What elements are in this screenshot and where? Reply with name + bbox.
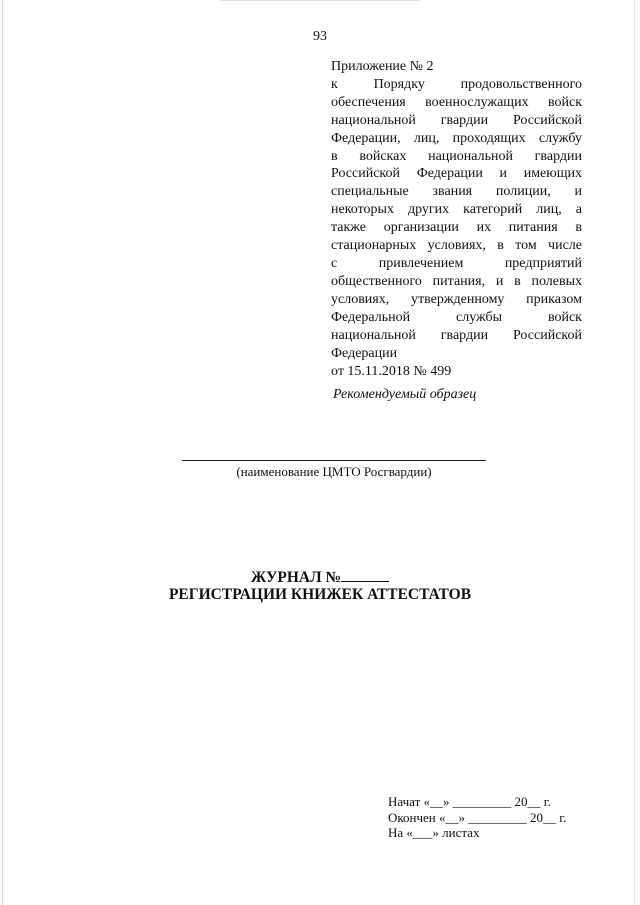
journal-title-text: ЖУРНАЛ № [250, 569, 342, 586]
appendix-line: некоторых других категорий лиц, а [331, 202, 582, 218]
appendix-line: также организации их питания в [331, 220, 582, 236]
scan-edge-left [2, 0, 3, 905]
appendix-line: специальные звания полиции, и [331, 184, 582, 200]
appendix-line: стационарных условиях, в том числе [331, 238, 582, 254]
journal-subtitle: РЕГИСТРАЦИИ КНИЖЕК АТТЕСТАТОВ [168, 586, 472, 603]
appendix-block [331, 58, 582, 381]
appendix-line: национальной гвардии Российской [331, 327, 582, 343]
journal-dates-block [388, 794, 566, 841]
scan-edge-top [220, 0, 420, 1]
appendix-line: национальной гвардии Российской [331, 112, 582, 128]
appendix-line: обеспечения военнослужащих войск [331, 94, 582, 110]
journal-number-blank [341, 569, 389, 582]
appendix-line: условиях, утвержденному приказом [331, 291, 582, 307]
appendix-line: в войсках национальной гвардии [331, 148, 582, 164]
recommended-sample-label: Рекомендуемый образец [333, 387, 477, 402]
appendix-line: с привлечением предприятий [331, 255, 582, 271]
appendix-line: Федерации, лиц, проходящих службу [331, 130, 582, 146]
scan-edge-right [634, 0, 635, 905]
sheets-count-line: На «___» листах [388, 825, 480, 840]
appendix-line: Федеральной службы войск [331, 309, 582, 325]
appendix-line: Приложение № 2 [331, 59, 434, 74]
appendix-line: Российской Федерации и имеющих [331, 166, 582, 182]
page-number: 93 [313, 29, 327, 44]
appendix-line: Федерации [331, 345, 398, 361]
org-name-caption: (наименование ЦМТО Росгвардии) [236, 464, 432, 479]
appendix-date: от 15.11.2018 № 499 [331, 364, 452, 380]
ended-date-line: Окончен «__» _________ 20__ г. [388, 809, 567, 825]
journal-title [0, 568, 640, 587]
appendix-line: общественного питания, и в полевых [331, 273, 582, 289]
appendix-line: к Порядку продовольственного [331, 76, 582, 92]
org-name-line [182, 460, 486, 461]
started-date-line: Начат «__» _________ 20__ г. [388, 794, 551, 809]
